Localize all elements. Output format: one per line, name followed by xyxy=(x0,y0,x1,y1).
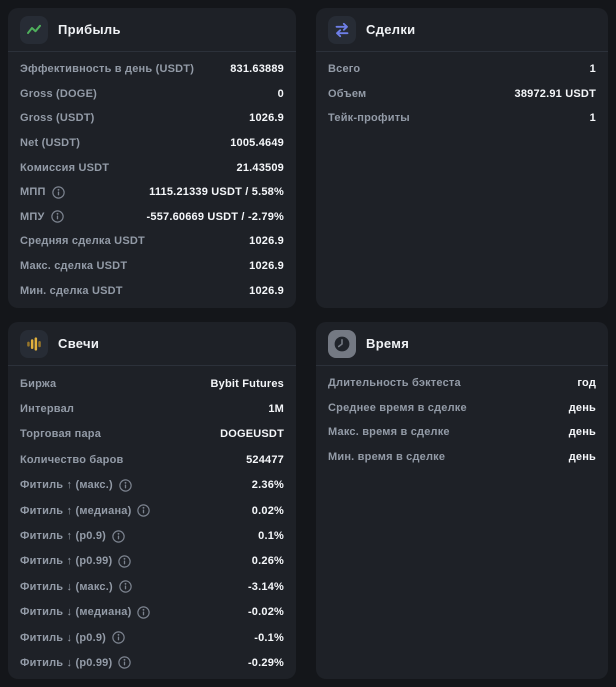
table-row xyxy=(316,420,608,445)
row-label: Биржа xyxy=(20,377,57,390)
row-value: 831.63889 xyxy=(230,63,284,76)
row-value: 0 xyxy=(277,87,284,100)
row-label: Интервал xyxy=(20,403,75,416)
info-icon[interactable] xyxy=(119,479,132,492)
table-row xyxy=(8,625,296,650)
row-label: Макс. время в сделке xyxy=(328,426,450,439)
time-rows xyxy=(316,366,608,469)
table-row xyxy=(8,473,296,498)
profit-card xyxy=(8,8,296,308)
row-label: Торговая пара xyxy=(20,428,102,441)
row-label: Мин. сделка USDT xyxy=(20,284,123,297)
row-value: год xyxy=(577,377,596,390)
info-icon[interactable] xyxy=(137,606,150,619)
row-label: Gross (DOGE) xyxy=(20,87,97,100)
table-row xyxy=(8,498,296,523)
table-row xyxy=(8,574,296,599)
trades-rows xyxy=(316,52,608,131)
table-row xyxy=(8,523,296,548)
row-value: -557.60669 USDT / -2.79% xyxy=(146,210,284,223)
candles-card-header xyxy=(8,322,296,366)
row-value: 1M xyxy=(268,403,284,416)
row-label: Мин. время в сделке xyxy=(328,451,446,464)
row-value: 38972.91 USDT xyxy=(514,87,596,100)
table-row xyxy=(8,371,296,396)
row-value: день xyxy=(568,451,596,464)
table-row xyxy=(316,82,608,107)
row-label: Фитиль ↑ (p0.9) xyxy=(20,530,106,543)
row-label: Net (USDT) xyxy=(20,137,81,150)
row-value: 1026.9 xyxy=(249,235,284,248)
row-label: Фитиль ↓ (макс.) xyxy=(20,580,113,593)
trades-card-header xyxy=(316,8,608,52)
row-label: Тейк-профиты xyxy=(328,112,410,125)
info-icon[interactable] xyxy=(112,530,125,543)
table-row xyxy=(8,422,296,447)
table-row xyxy=(316,371,608,396)
row-label: Среднее время в сделке xyxy=(328,401,467,414)
row-label: Комиссия USDT xyxy=(20,161,110,174)
info-icon[interactable] xyxy=(118,555,131,568)
table-row xyxy=(8,82,296,107)
table-row xyxy=(8,396,296,421)
row-label: Фитиль ↓ (p0.9) xyxy=(20,631,106,644)
table-row xyxy=(8,205,296,230)
table-row xyxy=(8,549,296,574)
table-row xyxy=(8,131,296,156)
row-value: 1026.9 xyxy=(249,112,284,125)
time-card-header xyxy=(316,322,608,366)
row-value: 1026.9 xyxy=(249,284,284,297)
table-row xyxy=(316,57,608,82)
row-value: день xyxy=(568,401,596,414)
row-label: Эффективность в день (USDT) xyxy=(20,63,195,76)
row-value: день xyxy=(568,426,596,439)
row-value: 1 xyxy=(589,63,596,76)
row-label: Объем xyxy=(328,87,367,100)
table-row xyxy=(316,106,608,131)
candles-card-title: Свечи xyxy=(58,336,100,351)
row-value: 1115.21339 USDT / 5.58% xyxy=(149,186,284,199)
table-row xyxy=(8,447,296,472)
info-icon[interactable] xyxy=(52,186,65,199)
row-value: Bybit Futures xyxy=(210,377,284,390)
row-label: Макс. сделка USDT xyxy=(20,260,128,273)
info-icon[interactable] xyxy=(119,580,132,593)
info-icon[interactable] xyxy=(118,656,131,669)
row-label: Gross (USDT) xyxy=(20,112,95,125)
trades-card xyxy=(316,8,608,308)
row-value: 1005.4649 xyxy=(230,137,284,150)
row-value: -0.29% xyxy=(247,656,284,669)
row-label: Фитиль ↑ (макс.) xyxy=(20,479,113,492)
trades-card-title: Сделки xyxy=(366,22,416,37)
swap-arrows-icon xyxy=(328,16,356,44)
candles-card xyxy=(8,322,296,679)
row-value: 1 xyxy=(589,112,596,125)
row-value: 0.1% xyxy=(258,530,284,543)
row-label: МПУ xyxy=(20,210,45,223)
row-label: Количество баров xyxy=(20,453,124,466)
table-row xyxy=(8,155,296,180)
table-row xyxy=(316,396,608,421)
candlestick-bars-icon xyxy=(20,330,48,358)
table-row xyxy=(8,600,296,625)
time-card xyxy=(316,322,608,679)
row-label: Средняя сделка USDT xyxy=(20,235,145,248)
profit-card-header xyxy=(8,8,296,52)
row-label: Длительность бэктеста xyxy=(328,377,461,390)
row-value: 2.36% xyxy=(251,479,284,492)
table-row xyxy=(316,445,608,470)
info-icon[interactable] xyxy=(112,631,125,644)
row-value: 0.26% xyxy=(251,555,284,568)
row-value: DOGEUSDT xyxy=(220,428,284,441)
row-value: -3.14% xyxy=(247,580,284,593)
profit-rows xyxy=(8,52,296,303)
row-value: 524477 xyxy=(246,453,284,466)
table-row xyxy=(8,180,296,205)
row-label: Фитиль ↑ (p0.99) xyxy=(20,555,113,568)
row-label: МПП xyxy=(20,186,46,199)
row-value: 0.02% xyxy=(251,504,284,517)
info-icon[interactable] xyxy=(137,504,150,517)
row-value: 1026.9 xyxy=(249,260,284,273)
table-row xyxy=(8,106,296,131)
trend-line-icon xyxy=(20,16,48,44)
row-value: 21.43509 xyxy=(236,161,284,174)
table-row xyxy=(8,650,296,675)
info-icon[interactable] xyxy=(51,210,64,223)
profit-card-title: Прибыль xyxy=(58,22,121,37)
table-row xyxy=(8,278,296,303)
row-label: Фитиль ↑ (медиана) xyxy=(20,504,132,517)
table-row xyxy=(8,254,296,279)
table-row xyxy=(8,229,296,254)
clock-icon xyxy=(328,330,356,358)
candles-rows xyxy=(8,366,296,676)
row-label: Фитиль ↓ (p0.99) xyxy=(20,656,113,669)
time-card-title: Время xyxy=(366,336,410,351)
table-row xyxy=(8,57,296,82)
row-label: Фитиль ↓ (медиана) xyxy=(20,606,132,619)
row-value: -0.1% xyxy=(254,631,284,644)
row-value: -0.02% xyxy=(247,606,284,619)
row-label: Всего xyxy=(328,63,361,76)
